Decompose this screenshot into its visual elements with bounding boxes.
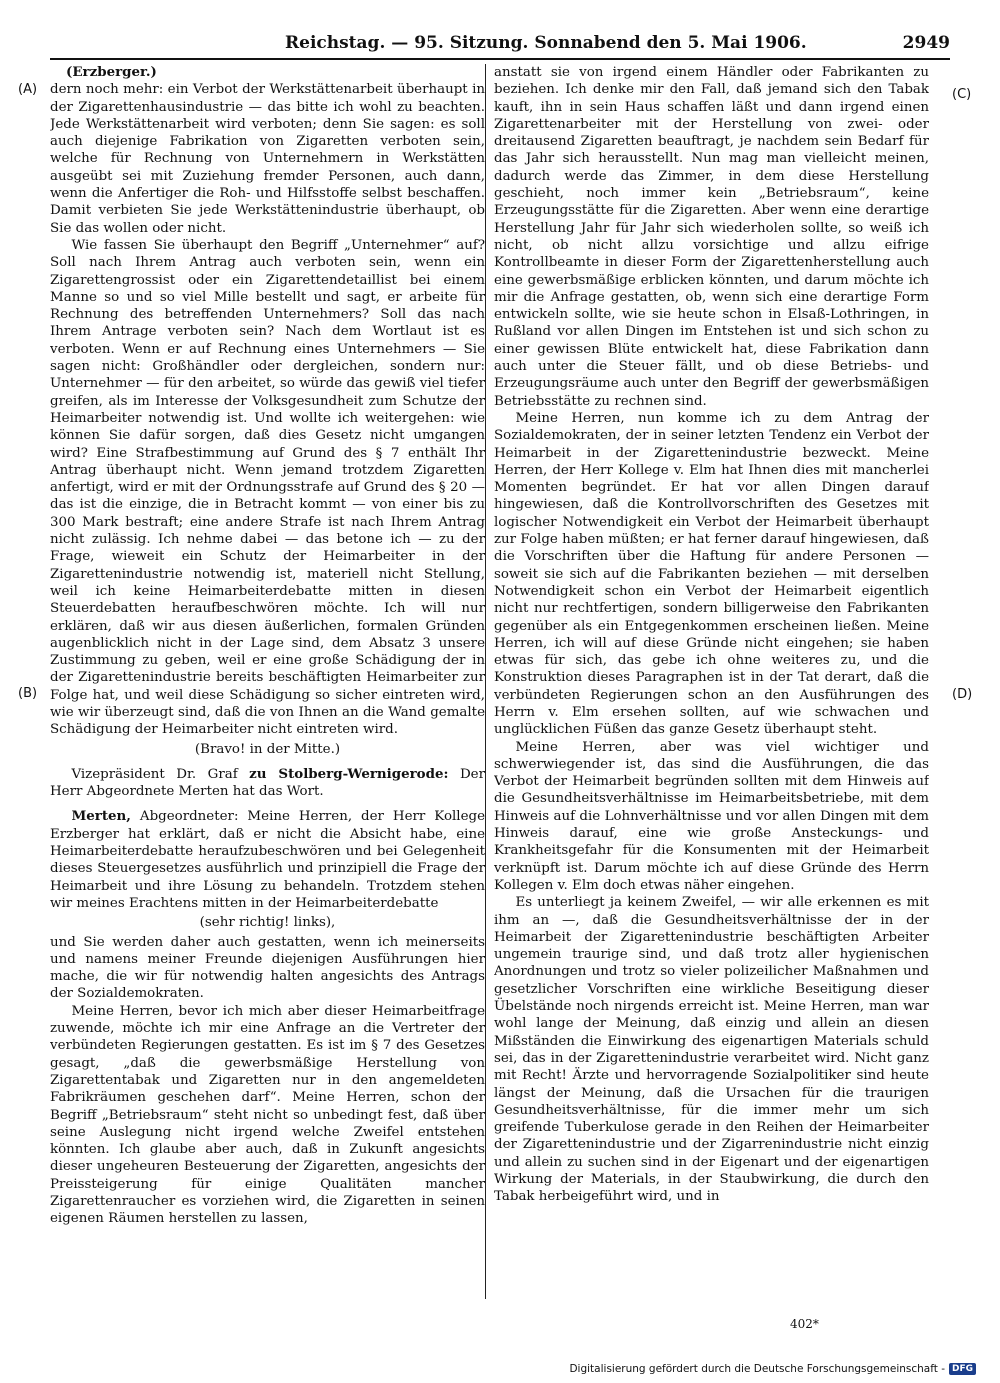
speaker-tag: (Erzberger.) — [66, 64, 157, 80]
vp-text: Der Herr Abgeordnete Merten hat das Wort. — [50, 766, 485, 800]
margin-marker-c: (C) — [952, 87, 972, 102]
signature-mark: 402* — [790, 1317, 819, 1331]
right-column — [494, 64, 929, 1304]
interjection-note: (sehr richtig! links), — [199, 915, 336, 931]
paragraph: Wie fassen Sie überhaupt den Begriff „Unternehmer“ auf? Soll nach Ihrem Antrag auch verboten sein, wenn ein Zigarettengrossist oder ein Zigarettendetaillist bei einem Manne so und so viel Mille bestellt und sagt, er arbeite für Rechnung des betreffenden Unternehmers? Soll das nach Ihrem Antrage verboten sein? Nach dem Wortlaut ist es verboten. Wenn er auf Rechnung eines Unternehmers — Sie sagen nicht: Großhändler oder dergleichen, sondern nur: Unternehmer — für den arbeitet, so würde das gewiß viel tiefer greifen, als im Interesse der Volksgesundheit zum Schutze der Heimarbeiter notwendig ist. Und wollte ich weitergehen: wie können Sie dafür sorgen, daß dies Gesetz nicht umgangen wird? Eine Strafbestimmung auf Grund des § 7 enthält Ihr Antrag überhaupt nicht. Wenn jemand trotzdem Zigaretten anfertigt, wird er mit der Ordnungsstrafe auf Grund des § 20 — das ist die einzige, die in Betracht kommt — von einer bis zu 300 Mark bestraft; eine andere Strafe ist nach Ihrem Antrag nicht zulässig. Ich nehme dabei — das betone ich — zu der Frage, wieweit ein Schutz der Heimarbeiter in der Zigarettenindustrie notwendig ist, materiell nicht Stellung, weil ich keine Heimarbeiterdebatte mitten in diesen Steuerdebatten heraufbeschwören möchte. Ich will nur erklären, daß wir aus diesen äußerlichen, formalen Gründen augenblicklich nicht in der Lage sind, dem Absatz 3 unsere Zustimmung zu geben, weil er eine große Schädigung der in der Zigarettenindustrie bereits beschäftigten Heimarbeiter zur Folge hat, und weil diese Schädigung so sicher eintreten wird, wie wir überzeugt sind, daß die von Ihnen an die Wand gemalte Schädigung der Heimarbeiter nicht eintreten wird. — [50, 237, 485, 738]
digitization-credit — [569, 1363, 976, 1375]
paragraph: dern noch mehr: ein Verbot der Werkstättenarbeit überhaupt in der Zigarettenhausindustrie — das bitte ich wohl zu beachten. Jede Werkstättenarbeit wird verboten; denn Sie sagen: es soll auch diejenige Fabrikation von Zigaretten verboten sein, welche für Rechnung von Unternehmern in Werkstätten ausgeübt sei mit Zuziehung fremder Personen, auch dann, wenn die Anfertiger die Roh- und Hilfsstoffe selbst beschaffen. Damit verbieten Sie jede Werkstättenindustrie überhaupt, ob Sie das wollen oder nicht. — [50, 82, 485, 236]
left-column — [50, 64, 485, 1304]
running-title: Reichstag. — 95. Sitzung. Sonnabend den 5. Mai 1906. — [285, 33, 807, 53]
vp-prefix: Vizepräsident Dr. Graf — [71, 766, 250, 782]
paragraph: Es unterliegt ja keinem Zweifel, — wir alle erkennen es mit ihm an —, daß die Gesundheitsverhältnisse der in der Heimarbeit der Zigarettenindustrie beschäftigten Arbeiter ungemein traurige sind, und daß trotz aller hygienischen Anordnungen und trotz so vieler polizeilicher Maßnahmen und gesetzlicher Vorschriften eine wirkliche Beseitigung dieser Übelstände noch nirgends erreicht ist. Meine Herren, man war wohl lange der Meinung, daß einzig und allein an diesen Mißständen die Einwirkung des eigenartigen Materials schuld sei, das in der Zigarettenindustrie verarbeitet wird. Nicht ganz mit Recht! Ärzte und hervorragende Sozialpolitiker sind heute längst der Meinung, daß die Ursachen für die traurigen Gesundheitsverhältnisse, für die immer mehr um sich greifende Tuberkulose gerade in den Reihen der Heimarbeiter der Zigarettenindustrie und der Zigarrenindustrie nicht einzig und allein zu suchen sind in der Eigenart und der eigenartigen Wirkung der Materials, in der Staubwirkung, die durch den Tabak herbeigeführt wird, und in — [494, 895, 929, 1205]
merten-speech-start — [50, 808, 485, 912]
paragraph: Meine Herren, aber was viel wichtiger und schwerwiegender ist, das sind die Ausführungen, die das Verbot der Heimarbeit begründen sollten mit dem Hinweis auf die Gesundheitsverhältnisse im Heimarbeitsbetriebe, mit dem Hinweis auf die Lohnverhältnisse und vor allen Dingen mit dem Hinweis darauf, eine wie große Ansteckungs- und Krankheitsgefahr für die Konsumenten mit der Heimarbeit verknüpft ist. Darum möchte ich auf diese Gründe des Herrn Kollegen v. Elm doch etwas näher eingehen. — [494, 739, 929, 893]
margin-marker-a: (A) — [18, 82, 38, 97]
vp-name: zu Stolberg-Wernigerode: — [249, 765, 449, 782]
paragraph: Meine Herren, bevor ich mich aber dieser Heimarbeitfrage zuwende, möchte ich mir eine Anfrage an die Vertreter der verbündeten Regierungen gestatten. Es ist im § 7 des Gesetzes gesagt, „daß die gewerbsmäßige Herstellung von Zigarettentabak und Zigaretten nur in den angemeldeten Fabrikräumen geschehen darf“. Meine Herren, schon der Begriff „Betriebsraum“ steht nicht so unbedingt fest, daß über seine Auslegung nicht irgend welche Zweifel entstehen könnten. Ich glaube aber auch, daß in Zukunft angesichts dieser ungeheuren Besteuerung der Zigaretten, angesichts der Preissteigerung für einige Qualitäten mancher Zigarettenraucher es vorziehen wird, die Zigaretten in seinen eigenen Räumen herstellen zu lassen, — [50, 1003, 485, 1227]
speech-text: Abgeordneter: Meine Herren, der Herr Kollege Erzberger hat erklärt, daß er nicht die Absicht habe, eine Heimarbeiterdebatte heraufzubeschwören und bei Gelegenheit dieses Steuergesetzes ausführlich und prinzipiell die Frage der Heimarbeit und ihre Lösung zu behandeln. Trotzdem stehen wir meines Erachtens mitten in der Heimarbeiterdebatte — [50, 809, 485, 911]
margin-marker-b: (B) — [18, 686, 38, 701]
credit-text: Digitalisierung gefördert durch die Deutsche Forschungsgemeinschaft - — [569, 1363, 945, 1375]
paragraph: und Sie werden daher auch gestatten, wenn ich meinerseits und namens meiner Freunde diejenigen Ausführungen hier mache, die wir für notwendig halten angesichts des Antrags der Sozialdemokraten. — [50, 934, 485, 1002]
page-number: 2949 — [902, 33, 950, 53]
column-divider — [485, 64, 486, 1299]
margin-marker-d: (D) — [952, 687, 973, 702]
dfg-logo: DFG — [949, 1363, 976, 1375]
page-header — [50, 30, 950, 60]
paragraph: anstatt sie von irgend einem Händler oder Fabrikanten zu beziehen. Ich denke mir den Fall, daß jemand sich den Tabak kauft, ihn in sein Haus schaffen läßt und dann irgend einen Zigarettenarbeiter mit der Herstellung von zwei- oder dreitausend Zigaretten beauftragt, je nachdem sein Bedarf für das Jahr sich herausstellt. Nun mag man vielleicht meinen, dadurch werde das Zimmer, in dem diese Herstellung geschieht, noch immer kein „Betriebsraum“, keine Erzeugungsstätte für die Zigaretten. Aber wenn eine derartige Herstellung Jahr für Jahr sich wiederholen sollte, so weiß ich nicht, ob nicht allzu vorsichtige und allzu eifrige Kontrollbeamte in dieser Form der Zigarettenherstellung auch eine gewerbsmäßige erblicken könnten, und darum möchte ich mir die Anfrage gestatten, ob, wenn sich eine derartige Form entwickeln sollte, wie sie heute schon in Elsaß-Lothringen, in Rußland vor allen Dingen im Entstehen ist und sich schon zu einer gewissen Blüte entwickelt hat, diese Fabrikation dann auch unter die Steuer fällt, und ob diese Betriebs- und Erzeugungsräume auch unter den Begriff der gewerbsmäßigen Betriebsstätte zu rechnen sind. — [494, 65, 929, 409]
paragraph: Meine Herren, nun komme ich zu dem Antrag der Sozialdemokraten, der in seiner letzten Tendenz ein Verbot der Heimarbeit in der Zigarettenindustrie bezweckt. Meine Herren, der Herr Kollege v. Elm hat Ihnen dies mit mancherlei Momenten begründet. Er hat vor allen Dingen darauf hingewiesen, daß die Kontrollvorschriften des Gesetzes mit logischer Notwendigkeit ein Verbot der Heimarbeit überhaupt zur Folge haben müßten; er hat ferner darauf hingewiesen, daß die Vorschriften über die Haftung für andere Personen — soweit sie sich auf die Fabrikanten beziehen — mit derselben Notwendigkeit schon ein Verbot der Heimarbeit eigentlich nicht nur rechtfertigen, sondern billigerweise den Fabrikanten gegenüber als ein Entgegenkommen erscheinen ließen. Meine Herren, ich will auf diese Gründe nicht eingehen; sie haben etwas für sich, das gebe ich ohne weiteres zu, und die Konstruktion dieses Paragraphen ist in der Tat derart, daß die verbündeten Regierungen schon an den Ausführungen des Herrn v. Elm ersehen sollten, auf wie schwachen und unglücklichen Füßen das ganze Gesetz überhaupt steht. — [494, 410, 929, 738]
vice-president-call — [50, 766, 485, 801]
applause-note: (Bravo! in der Mitte.) — [194, 741, 341, 757]
speaker-name: Merten, — [71, 808, 131, 825]
